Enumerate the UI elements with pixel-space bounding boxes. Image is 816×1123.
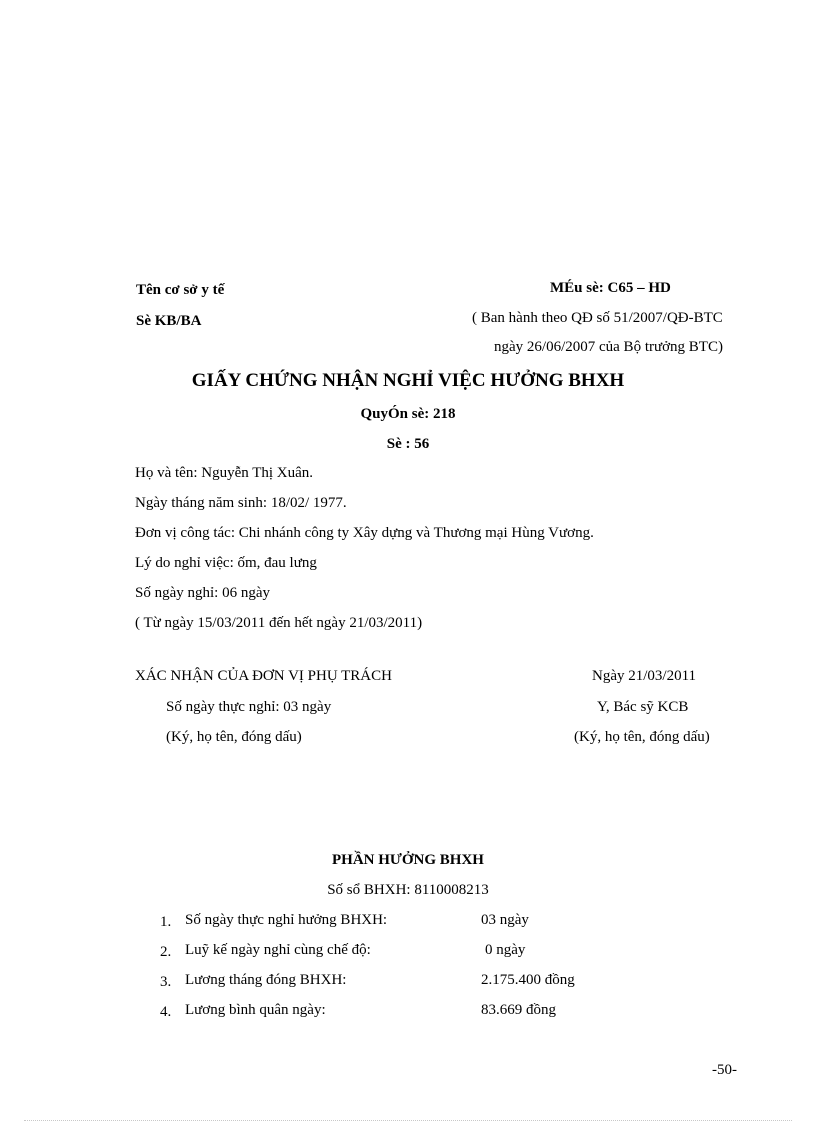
benefit-item-2-number: 2. [160, 944, 172, 960]
benefit-item-1-label: Số ngày thực nghỉ hưởng BHXH: [185, 912, 388, 928]
confirmation-sign-left: (Ký, họ tên, đóng dấu) [166, 729, 302, 745]
facility-label: Tên cơ sở y tế [136, 282, 225, 298]
benefit-item-2-label: Luỹ kế ngày nghỉ cùng chế độ: [185, 942, 371, 958]
serial-number: Sè : 56 [386, 436, 430, 452]
form-code: MÉu sè: C65 – HD [550, 280, 671, 296]
regulation-line-1: ( Ban hành theo QĐ số 51/2007/QĐ-BTC [472, 310, 723, 326]
benefit-item-3-value: 2.175.400 đồng [481, 972, 575, 988]
book-number: QuyÓn sè: 218 [360, 406, 456, 422]
page-title: GIẤY CHỨNG NHẬN NGHỈ VIỆC HƯỞNG BHXH [191, 370, 625, 391]
confirmation-title: XÁC NHẬN CỦA ĐƠN VỊ PHỤ TRÁCH [135, 668, 392, 684]
field-name: Họ và tên: Nguyễn Thị Xuân. [135, 465, 314, 481]
benefit-title: PHẦN HƯỞNG BHXH [332, 852, 484, 868]
confirmation-date: Ngày 21/03/2011 [592, 668, 697, 684]
footer-divider [24, 1120, 792, 1121]
field-reason: Lý do nghỉ việc: ốm, đau lưng [135, 555, 317, 571]
field-period: ( Từ ngày 15/03/2011 đến hết ngày 21/03/2011) [135, 615, 423, 631]
regulation-line-2: ngày 26/06/2007 của Bộ trưởng BTC) [494, 339, 723, 355]
benefit-item-3-number: 3. [160, 974, 172, 990]
benefit-item-3-label: Lương tháng đóng BHXH: [185, 972, 347, 988]
benefit-item-2-value: 0 ngày [485, 942, 526, 958]
benefit-item-4-value: 83.669 đồng [481, 1002, 556, 1018]
record-number-label: Sè KB/BA [136, 313, 202, 329]
benefit-item-1-number: 1. [160, 914, 172, 930]
field-dob: Ngày tháng năm sinh: 18/02/ 1977. [135, 495, 347, 511]
benefit-item-1-value: 03 ngày [481, 912, 529, 928]
page-number: -50- [712, 1062, 737, 1078]
confirmation-sign-right: (Ký, họ tên, đóng dấu) [574, 729, 710, 745]
doctor-role: Y, Bác sỹ KCB [597, 699, 689, 715]
field-workplace: Đơn vị công tác: Chi nhánh công ty Xây dựng và Thương mại Hùng Vương. [135, 525, 594, 541]
confirmation-days: Số ngày thực nghỉ: 03 ngày [166, 699, 332, 715]
field-days-off: Số ngày nghỉ: 06 ngày [135, 585, 270, 601]
benefit-item-4-number: 4. [160, 1004, 172, 1020]
benefit-item-4-label: Lương bình quân ngày: [185, 1002, 326, 1018]
insurance-book-number: Số sổ BHXH: 8110008213 [327, 882, 489, 898]
